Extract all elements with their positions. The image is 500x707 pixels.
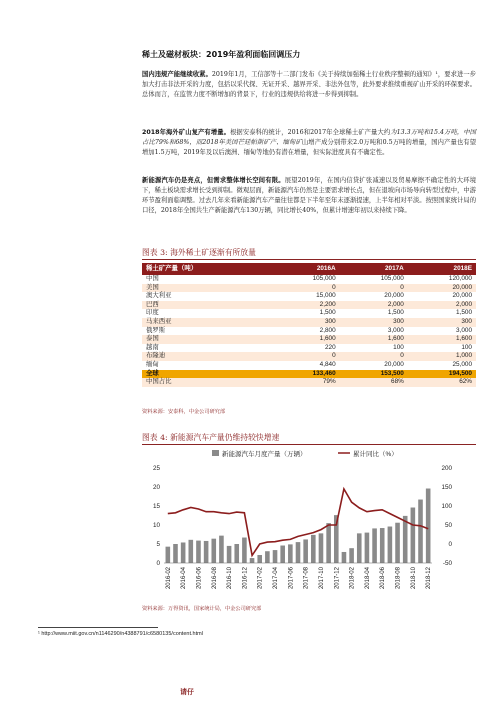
table-row [142, 284, 476, 293]
table-cell: 1,000 [408, 352, 476, 361]
bar [403, 516, 408, 563]
table-cell: 2,000 [408, 301, 476, 310]
footnote-rule [38, 627, 158, 628]
bar [196, 541, 201, 563]
table-cell: 79% [272, 378, 340, 387]
paragraph-2-text-b: 为13.3万吨和15.4万吨，中国占比79%和68%，而2018年美国芒廷帕斯矿产、缅甸矿 [142, 129, 476, 146]
x-tick-label: 2018-06 [380, 567, 387, 590]
table-row-label: 全球 [142, 370, 272, 379]
table-cell: 2016A [272, 263, 340, 275]
y-left-tick-label: 25 [152, 465, 160, 472]
bar [219, 536, 224, 563]
y-right-tick-label: 50 [444, 522, 452, 529]
table-row-label: 中国占比 [142, 378, 272, 387]
paragraph-2 [142, 128, 476, 158]
table-cell: 194,500 [408, 370, 476, 379]
figure-3-source: 资料来源：安泰科，中金公司研究部 [142, 409, 226, 415]
table-cell: 0 [340, 352, 408, 361]
table-total-row [142, 370, 476, 379]
table-cell: 0 [340, 284, 408, 293]
table-cell: 15,000 [272, 292, 340, 301]
table-row [142, 327, 476, 336]
bar [227, 546, 232, 563]
table-cell: 3,000 [340, 327, 408, 336]
table-cell: 300 [340, 318, 408, 327]
table-cell: 1,500 [272, 309, 340, 318]
table-row [142, 301, 476, 310]
bar [311, 535, 316, 563]
table-cell: 105,000 [340, 275, 408, 284]
table-row [142, 361, 476, 370]
table-row [142, 275, 476, 284]
y-left-tick-label: 10 [152, 522, 160, 529]
x-tick-label: 2018-02 [349, 567, 356, 590]
table-row-label: 澳大利亚 [142, 292, 272, 301]
table-cell: 220 [272, 344, 340, 353]
table-cell: 3,000 [408, 327, 476, 336]
table-cell: 2,200 [272, 301, 340, 310]
bar [166, 547, 171, 563]
x-tick-label: 2016-12 [242, 567, 249, 590]
x-tick-label: 2016-08 [211, 567, 218, 590]
table-cell: 1,500 [340, 309, 408, 318]
bar [265, 551, 270, 563]
table-row [142, 344, 476, 353]
nev-production-chart [142, 448, 476, 603]
bar [418, 500, 423, 563]
figure-4-title-text: 图表 4: 新能源汽车产量仍维持较快增速 [142, 433, 280, 442]
table-cell: 68% [340, 378, 408, 387]
paragraph-2-text-c: 山增产成分别带来2.0万吨和0.5万吨的增量，国内产量也有望增加1.5万吨，2019年及以后澳洲、缅甸等地仍有潜在增量，但实际进度具有不确定性。 [142, 139, 476, 156]
page-footer: 请仔 [180, 688, 194, 696]
table-cell: 2017A [340, 263, 408, 275]
table-share-row [142, 378, 476, 387]
table-row-label: 稀土矿产量（吨） [142, 263, 272, 275]
table-cell: 20,000 [340, 292, 408, 301]
table-cell: 100 [408, 344, 476, 353]
bar [288, 544, 293, 563]
bar [234, 544, 239, 563]
y-right-tick-label: 100 [441, 503, 452, 510]
table-row-label: 越南 [142, 344, 272, 353]
bar [411, 508, 416, 563]
paragraph-3-lead: 新能源汽车仍是亮点，但需求整体增长空间有限。 [142, 177, 285, 184]
y-right-tick-label: -50 [442, 560, 452, 567]
paragraph-1-text: 2019年1月，工信部等十二部门发布《关于持续加强稀土行业秩序整顿的通知》¹，要求进一步加大打击非法开采的力度，包括以采代探、无证开采、越界开采、非法外包等，此外要求推续重视矿山开采的环保要求。总体而言，在监管力度不断增加的背景下，行业的违规供给将进一步得到抑制。 [142, 71, 476, 98]
x-tick-label: 2016-10 [227, 567, 234, 590]
figure-4-rule [142, 444, 476, 445]
figure-3-title-text: 图表 3: 海外稀土矿逐渐有所放量 [142, 248, 256, 257]
bar [204, 541, 209, 563]
bar [319, 533, 324, 563]
paragraph-3 [142, 176, 476, 216]
legend-label-bar: 新能源汽车月度产量（万辆） [222, 451, 307, 458]
x-tick-label: 2018-04 [364, 567, 371, 590]
x-tick-label: 2017-02 [257, 567, 264, 590]
figure-3-title [142, 247, 256, 258]
table-row-label: 美国 [142, 284, 272, 293]
table-cell: 300 [408, 318, 476, 327]
paragraph-3-text: 展望2019年，在国内信贷扩张减速以及贸易摩擦不确定性的大环境下，稀土板块需求增长受到抑制。微观层面，新能源汽车仍然是主要需求增长点，但在退坡向市场导向转型过程中，中游环节盈利面临调整。过去几年来看新能源汽车产量往往都是下半年至年末逐渐提速，上半年相对平淡。按照国家统计局的口径，2018年全国共生产新能源汽车130万辆，同比增长40%，但累计增速年初以来持续下降。 [142, 177, 476, 214]
table-cell: 133,460 [272, 370, 340, 379]
bar [280, 546, 285, 563]
rare-earth-output-table [142, 263, 476, 387]
x-tick-label: 2018-12 [426, 567, 433, 590]
table-cell: 62% [408, 378, 476, 387]
table-cell: 1,500 [408, 309, 476, 318]
table-row-label: 布隆迪 [142, 352, 272, 361]
table-row-label: 印度 [142, 309, 272, 318]
y-left-tick-label: 5 [156, 541, 160, 548]
table-cell: 153,500 [340, 370, 408, 379]
y-right-tick-label: 150 [441, 484, 452, 491]
table-cell: 2,000 [340, 301, 408, 310]
bar [365, 533, 370, 563]
bar [426, 489, 431, 563]
bar [181, 542, 186, 563]
table-cell: 2,800 [272, 327, 340, 336]
figure-4-title [142, 432, 279, 443]
table-cell: 20,000 [408, 284, 476, 293]
y-left-tick-label: 15 [152, 503, 160, 510]
table-cell: 120,000 [408, 275, 476, 284]
legend-label-line: 累计同比（%） [353, 451, 398, 458]
x-tick-label: 2016-02 [165, 567, 172, 590]
paragraph-1 [142, 70, 476, 100]
table-row [142, 352, 476, 361]
table-cell: 105,000 [272, 275, 340, 284]
bar [342, 552, 347, 563]
table-row-label: 马来西亚 [142, 318, 272, 327]
legend-swatch-bar [212, 450, 219, 456]
table-row-label: 巴西 [142, 301, 272, 310]
x-tick-label: 2017-04 [273, 567, 280, 590]
y-right-tick-label: 200 [441, 465, 452, 472]
section-title: 稀土及磁材板块：2019年盈利面临回调压力 [142, 50, 301, 59]
paragraph-1-lead: 国内违规产能继续收紧。 [142, 71, 212, 78]
x-tick-label: 2017-08 [303, 567, 310, 590]
table-cell: 2018E [408, 263, 476, 275]
paragraph-2-lead: 2018年海外矿山复产有增量。 [142, 129, 231, 136]
table-cell: 4,840 [272, 361, 340, 370]
table-cell: 25,000 [408, 361, 476, 370]
table-row [142, 318, 476, 327]
x-tick-label: 2017-06 [288, 567, 295, 590]
bar [173, 544, 178, 563]
table-cell: 300 [272, 318, 340, 327]
bar [242, 538, 247, 563]
x-tick-label: 2017-10 [318, 567, 325, 590]
y-left-tick-label: 0 [156, 560, 160, 567]
x-tick-label: 2017-12 [334, 567, 341, 590]
table-cell: 0 [272, 352, 340, 361]
table-row-label: 俄罗斯 [142, 327, 272, 336]
bar [395, 523, 400, 563]
table-cell: 1,600 [408, 335, 476, 344]
x-tick-label: 2016-06 [196, 567, 203, 590]
table-row-label: 泰国 [142, 335, 272, 344]
table-row-label: 缅甸 [142, 361, 272, 370]
bar [326, 523, 331, 563]
table-cell: 20,000 [408, 292, 476, 301]
y-left-tick-label: 20 [152, 484, 160, 491]
x-tick-label: 2018-08 [395, 567, 402, 590]
footnote: ¹ http://www.miit.gov.cn/n1146290/n4388791/c6580135/content.html [38, 631, 203, 637]
paragraph-2-text-a: 根据安泰科的统计，2016和2017年全球稀土矿产量大约 [230, 129, 391, 136]
table-header-row [142, 263, 476, 275]
table-cell: 1,600 [340, 335, 408, 344]
figure-3-rule [142, 259, 476, 260]
table-row [142, 335, 476, 344]
bar [372, 528, 377, 563]
table-cell: 1,600 [272, 335, 340, 344]
bar [296, 542, 301, 563]
table-cell: 20,000 [340, 361, 408, 370]
figure-4-source: 资料来源：万得资讯，国家统计局，中金公司研究部 [142, 606, 262, 612]
bar [349, 548, 354, 563]
bar [357, 533, 362, 563]
x-tick-label: 2018-10 [410, 567, 417, 590]
bar [250, 558, 255, 563]
bar [273, 550, 278, 563]
bar [189, 540, 194, 563]
table-cell: 0 [272, 284, 340, 293]
table-row-label: 中国 [142, 275, 272, 284]
table-row [142, 309, 476, 318]
bar [211, 539, 216, 563]
table-cell: 100 [340, 344, 408, 353]
y-right-tick-label: 0 [448, 541, 452, 548]
bar [303, 539, 308, 563]
bar [380, 528, 385, 563]
bar [388, 527, 393, 563]
bar [257, 555, 262, 563]
table-row [142, 292, 476, 301]
x-tick-label: 2016-04 [181, 567, 188, 590]
